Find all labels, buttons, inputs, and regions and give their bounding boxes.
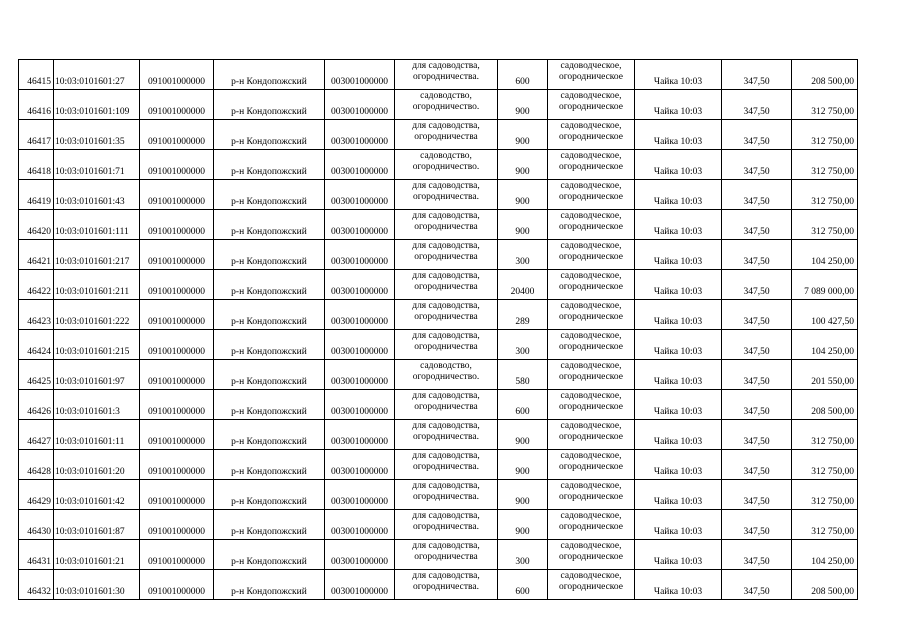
cell-cadastral-number: 10:03:0101601:87 <box>54 510 140 540</box>
cell-cadastral-value: 312 750,00 <box>792 210 858 240</box>
table-row <box>19 540 858 570</box>
cell-use-category: садоводческое, огородническое <box>548 210 635 240</box>
cell-cadastral-value: 7 089 000,00 <box>792 270 858 300</box>
cell-area: 900 <box>498 120 548 150</box>
cell-okato-code: 091001000000 <box>140 330 214 360</box>
cell-cadastral-number: 10:03:0101601:20 <box>54 450 140 480</box>
cell-oktmo-code: 003001000000 <box>325 390 395 420</box>
cell-cadastral-value: 208 500,00 <box>792 60 858 90</box>
cell-specific-value: 347,50 <box>722 150 792 180</box>
table-row <box>19 390 858 420</box>
cell-okato-code: 091001000000 <box>140 120 214 150</box>
cell-cadastral-number: 10:03:0101601:42 <box>54 480 140 510</box>
table-row <box>19 360 858 390</box>
cell-record-id: 46418 <box>19 150 54 180</box>
cell-use-category: садоводческое, огородническое <box>548 60 635 90</box>
table-row <box>19 60 858 90</box>
cell-specific-value: 347,50 <box>722 300 792 330</box>
cell-okato-code: 091001000000 <box>140 570 214 600</box>
cell-use-category: садоводческое, огородническое <box>548 270 635 300</box>
cell-locality: Чайка 10:03 <box>635 60 722 90</box>
cell-district: р-н Кондопожский <box>214 300 325 330</box>
cell-okato-code: 091001000000 <box>140 90 214 120</box>
cell-cadastral-number: 10:03:0101601:109 <box>54 90 140 120</box>
cell-okato-code: 091001000000 <box>140 60 214 90</box>
cell-oktmo-code: 003001000000 <box>325 120 395 150</box>
cell-okato-code: 091001000000 <box>140 180 214 210</box>
cell-okato-code: 091001000000 <box>140 300 214 330</box>
cell-locality: Чайка 10:03 <box>635 300 722 330</box>
cell-cadastral-number: 10:03:0101601:71 <box>54 150 140 180</box>
cell-oktmo-code: 003001000000 <box>325 360 395 390</box>
cell-use-category: садоводческое, огородническое <box>548 420 635 450</box>
cell-record-id: 46425 <box>19 360 54 390</box>
table-row <box>19 90 858 120</box>
cell-specific-value: 347,50 <box>722 540 792 570</box>
cell-district: р-н Кондопожский <box>214 210 325 240</box>
cell-area: 900 <box>498 180 548 210</box>
cell-use-category: садоводческое, огородническое <box>548 240 635 270</box>
cell-record-id: 46423 <box>19 300 54 330</box>
table-row <box>19 240 858 270</box>
cell-locality: Чайка 10:03 <box>635 90 722 120</box>
cell-locality: Чайка 10:03 <box>635 210 722 240</box>
cell-cadastral-number: 10:03:0101601:3 <box>54 390 140 420</box>
cell-cadastral-number: 10:03:0101601:97 <box>54 360 140 390</box>
cell-locality: Чайка 10:03 <box>635 240 722 270</box>
cell-cadastral-number: 10:03:0101601:222 <box>54 300 140 330</box>
cell-use-category: садоводческое, огородническое <box>548 450 635 480</box>
cell-permitted-use: для садоводства, огородничества. <box>395 450 498 480</box>
cell-oktmo-code: 003001000000 <box>325 540 395 570</box>
cell-oktmo-code: 003001000000 <box>325 90 395 120</box>
cell-permitted-use: садоводство, огородничество. <box>395 90 498 120</box>
cell-specific-value: 347,50 <box>722 480 792 510</box>
cell-district: р-н Кондопожский <box>214 330 325 360</box>
cell-area: 900 <box>498 510 548 540</box>
cell-specific-value: 347,50 <box>722 510 792 540</box>
cell-locality: Чайка 10:03 <box>635 450 722 480</box>
cell-district: р-н Кондопожский <box>214 150 325 180</box>
cell-area: 20400 <box>498 270 548 300</box>
table-row <box>19 210 858 240</box>
cell-okato-code: 091001000000 <box>140 510 214 540</box>
cell-specific-value: 347,50 <box>722 390 792 420</box>
cell-okato-code: 091001000000 <box>140 150 214 180</box>
cell-oktmo-code: 003001000000 <box>325 180 395 210</box>
cell-oktmo-code: 003001000000 <box>325 240 395 270</box>
cell-district: р-н Кондопожский <box>214 420 325 450</box>
cell-specific-value: 347,50 <box>722 210 792 240</box>
cell-area: 900 <box>498 210 548 240</box>
cell-permitted-use: для садоводства, огородничества. <box>395 570 498 600</box>
cell-specific-value: 347,50 <box>722 330 792 360</box>
cell-locality: Чайка 10:03 <box>635 120 722 150</box>
table-row <box>19 450 858 480</box>
land-registry-table <box>18 59 858 600</box>
cell-record-id: 46430 <box>19 510 54 540</box>
cell-cadastral-number: 10:03:0101601:111 <box>54 210 140 240</box>
table-row <box>19 570 858 600</box>
cell-use-category: садоводческое, огородническое <box>548 510 635 540</box>
cell-permitted-use: для садоводства, огородничества <box>395 210 498 240</box>
cell-cadastral-number: 10:03:0101601:30 <box>54 570 140 600</box>
cell-use-category: садоводческое, огородническое <box>548 180 635 210</box>
cell-locality: Чайка 10:03 <box>635 570 722 600</box>
cell-district: р-н Кондопожский <box>214 60 325 90</box>
cell-permitted-use: садоводство, огородничество. <box>395 150 498 180</box>
cell-use-category: садоводческое, огородническое <box>548 150 635 180</box>
cell-specific-value: 347,50 <box>722 420 792 450</box>
cell-record-id: 46428 <box>19 450 54 480</box>
cell-area: 300 <box>498 240 548 270</box>
cell-okato-code: 091001000000 <box>140 420 214 450</box>
cell-area: 900 <box>498 90 548 120</box>
cell-permitted-use: для садоводства, огородничества. <box>395 420 498 450</box>
cell-cadastral-number: 10:03:0101601:211 <box>54 270 140 300</box>
cell-oktmo-code: 003001000000 <box>325 270 395 300</box>
cell-area: 600 <box>498 60 548 90</box>
cell-record-id: 46417 <box>19 120 54 150</box>
cell-cadastral-number: 10:03:0101601:35 <box>54 120 140 150</box>
cell-cadastral-value: 104 250,00 <box>792 540 858 570</box>
cell-cadastral-value: 312 750,00 <box>792 180 858 210</box>
cell-permitted-use: для садоводства, огородничества. <box>395 180 498 210</box>
cell-locality: Чайка 10:03 <box>635 390 722 420</box>
cell-locality: Чайка 10:03 <box>635 480 722 510</box>
cell-cadastral-value: 312 750,00 <box>792 510 858 540</box>
table-row <box>19 270 858 300</box>
table-row <box>19 150 858 180</box>
cell-district: р-н Кондопожский <box>214 450 325 480</box>
cell-use-category: садоводческое, огородническое <box>548 90 635 120</box>
table-row <box>19 330 858 360</box>
cell-record-id: 46427 <box>19 420 54 450</box>
cell-area: 300 <box>498 540 548 570</box>
cell-record-id: 46429 <box>19 480 54 510</box>
cell-permitted-use: для садоводства, огородничества. <box>395 480 498 510</box>
cell-district: р-н Кондопожский <box>214 120 325 150</box>
cell-use-category: садоводческое, огородническое <box>548 480 635 510</box>
cell-okato-code: 091001000000 <box>140 270 214 300</box>
cell-oktmo-code: 003001000000 <box>325 570 395 600</box>
cell-district: р-н Кондопожский <box>214 390 325 420</box>
cell-okato-code: 091001000000 <box>140 210 214 240</box>
cell-specific-value: 347,50 <box>722 90 792 120</box>
cell-record-id: 46422 <box>19 270 54 300</box>
cell-district: р-н Кондопожский <box>214 360 325 390</box>
cell-specific-value: 347,50 <box>722 360 792 390</box>
cell-okato-code: 091001000000 <box>140 360 214 390</box>
cell-area: 900 <box>498 150 548 180</box>
cell-record-id: 46432 <box>19 570 54 600</box>
cell-oktmo-code: 003001000000 <box>325 60 395 90</box>
cell-use-category: садоводческое, огородническое <box>548 540 635 570</box>
cell-permitted-use: для садоводства, огородничества <box>395 240 498 270</box>
cell-area: 580 <box>498 360 548 390</box>
cell-locality: Чайка 10:03 <box>635 270 722 300</box>
cell-locality: Чайка 10:03 <box>635 360 722 390</box>
cell-district: р-н Кондопожский <box>214 570 325 600</box>
cell-oktmo-code: 003001000000 <box>325 330 395 360</box>
cell-cadastral-number: 10:03:0101601:21 <box>54 540 140 570</box>
cell-oktmo-code: 003001000000 <box>325 480 395 510</box>
cell-district: р-н Кондопожский <box>214 180 325 210</box>
cell-use-category: садоводческое, огородническое <box>548 390 635 420</box>
cell-area: 289 <box>498 300 548 330</box>
cell-district: р-н Кондопожский <box>214 90 325 120</box>
table-body <box>19 60 858 600</box>
cell-district: р-н Кондопожский <box>214 480 325 510</box>
table-row <box>19 480 858 510</box>
cell-area: 900 <box>498 480 548 510</box>
cell-district: р-н Кондопожский <box>214 510 325 540</box>
cell-permitted-use: для садоводства, огородничества <box>395 390 498 420</box>
table-row <box>19 120 858 150</box>
cell-permitted-use: для садоводства, огородничества <box>395 270 498 300</box>
cell-specific-value: 347,50 <box>722 270 792 300</box>
cell-record-id: 46420 <box>19 210 54 240</box>
table-row <box>19 180 858 210</box>
cell-permitted-use: садоводство, огородничество. <box>395 360 498 390</box>
cell-use-category: садоводческое, огородническое <box>548 120 635 150</box>
table-row <box>19 420 858 450</box>
cell-cadastral-number: 10:03:0101601:217 <box>54 240 140 270</box>
cell-permitted-use: для садоводства, огородничества. <box>395 510 498 540</box>
cell-record-id: 46415 <box>19 60 54 90</box>
cell-okato-code: 091001000000 <box>140 480 214 510</box>
cell-cadastral-value: 208 500,00 <box>792 570 858 600</box>
cell-okato-code: 091001000000 <box>140 540 214 570</box>
cell-cadastral-value: 312 750,00 <box>792 480 858 510</box>
cell-cadastral-value: 208 500,00 <box>792 390 858 420</box>
cell-use-category: садоводческое, огородническое <box>548 330 635 360</box>
cell-specific-value: 347,50 <box>722 240 792 270</box>
cell-use-category: садоводческое, огородническое <box>548 300 635 330</box>
cell-area: 300 <box>498 330 548 360</box>
cell-cadastral-value: 312 750,00 <box>792 90 858 120</box>
cell-record-id: 46421 <box>19 240 54 270</box>
cell-permitted-use: для садоводства, огородничества <box>395 120 498 150</box>
cell-cadastral-value: 312 750,00 <box>792 150 858 180</box>
table-row <box>19 300 858 330</box>
cell-oktmo-code: 003001000000 <box>325 420 395 450</box>
cell-use-category: садоводческое, огородническое <box>548 570 635 600</box>
cell-district: р-н Кондопожский <box>214 540 325 570</box>
cell-area: 600 <box>498 390 548 420</box>
cell-cadastral-number: 10:03:0101601:11 <box>54 420 140 450</box>
cell-district: р-н Кондопожский <box>214 270 325 300</box>
cell-specific-value: 347,50 <box>722 120 792 150</box>
cell-locality: Чайка 10:03 <box>635 180 722 210</box>
cell-record-id: 46416 <box>19 90 54 120</box>
cell-cadastral-value: 312 750,00 <box>792 450 858 480</box>
cell-use-category: садоводческое, огородническое <box>548 360 635 390</box>
cell-cadastral-value: 312 750,00 <box>792 420 858 450</box>
cell-record-id: 46431 <box>19 540 54 570</box>
cell-permitted-use: для садоводства, огородничества <box>395 300 498 330</box>
cell-okato-code: 091001000000 <box>140 450 214 480</box>
cell-locality: Чайка 10:03 <box>635 150 722 180</box>
cell-locality: Чайка 10:03 <box>635 420 722 450</box>
cell-area: 900 <box>498 420 548 450</box>
cell-record-id: 46426 <box>19 390 54 420</box>
cell-permitted-use: для садоводства, огородничества <box>395 540 498 570</box>
cell-record-id: 46424 <box>19 330 54 360</box>
cell-permitted-use: для садоводства, огородничества <box>395 330 498 360</box>
cell-oktmo-code: 003001000000 <box>325 510 395 540</box>
cell-oktmo-code: 003001000000 <box>325 450 395 480</box>
cell-record-id: 46419 <box>19 180 54 210</box>
cell-cadastral-number: 10:03:0101601:27 <box>54 60 140 90</box>
cell-okato-code: 091001000000 <box>140 240 214 270</box>
cell-locality: Чайка 10:03 <box>635 540 722 570</box>
cell-specific-value: 347,50 <box>722 570 792 600</box>
cell-cadastral-number: 10:03:0101601:215 <box>54 330 140 360</box>
cell-locality: Чайка 10:03 <box>635 330 722 360</box>
cell-cadastral-value: 104 250,00 <box>792 330 858 360</box>
cell-cadastral-value: 312 750,00 <box>792 120 858 150</box>
cell-specific-value: 347,50 <box>722 450 792 480</box>
cell-area: 600 <box>498 570 548 600</box>
cell-specific-value: 347,50 <box>722 180 792 210</box>
cell-permitted-use: для садоводства, огородничества. <box>395 60 498 90</box>
cell-locality: Чайка 10:03 <box>635 510 722 540</box>
cell-okato-code: 091001000000 <box>140 390 214 420</box>
cell-oktmo-code: 003001000000 <box>325 300 395 330</box>
cell-oktmo-code: 003001000000 <box>325 210 395 240</box>
cell-cadastral-number: 10:03:0101601:43 <box>54 180 140 210</box>
cell-district: р-н Кондопожский <box>214 240 325 270</box>
cell-cadastral-value: 100 427,50 <box>792 300 858 330</box>
cell-cadastral-value: 201 550,00 <box>792 360 858 390</box>
cell-specific-value: 347,50 <box>722 60 792 90</box>
cell-area: 900 <box>498 450 548 480</box>
cell-cadastral-value: 104 250,00 <box>792 240 858 270</box>
cell-oktmo-code: 003001000000 <box>325 150 395 180</box>
table-row <box>19 510 858 540</box>
